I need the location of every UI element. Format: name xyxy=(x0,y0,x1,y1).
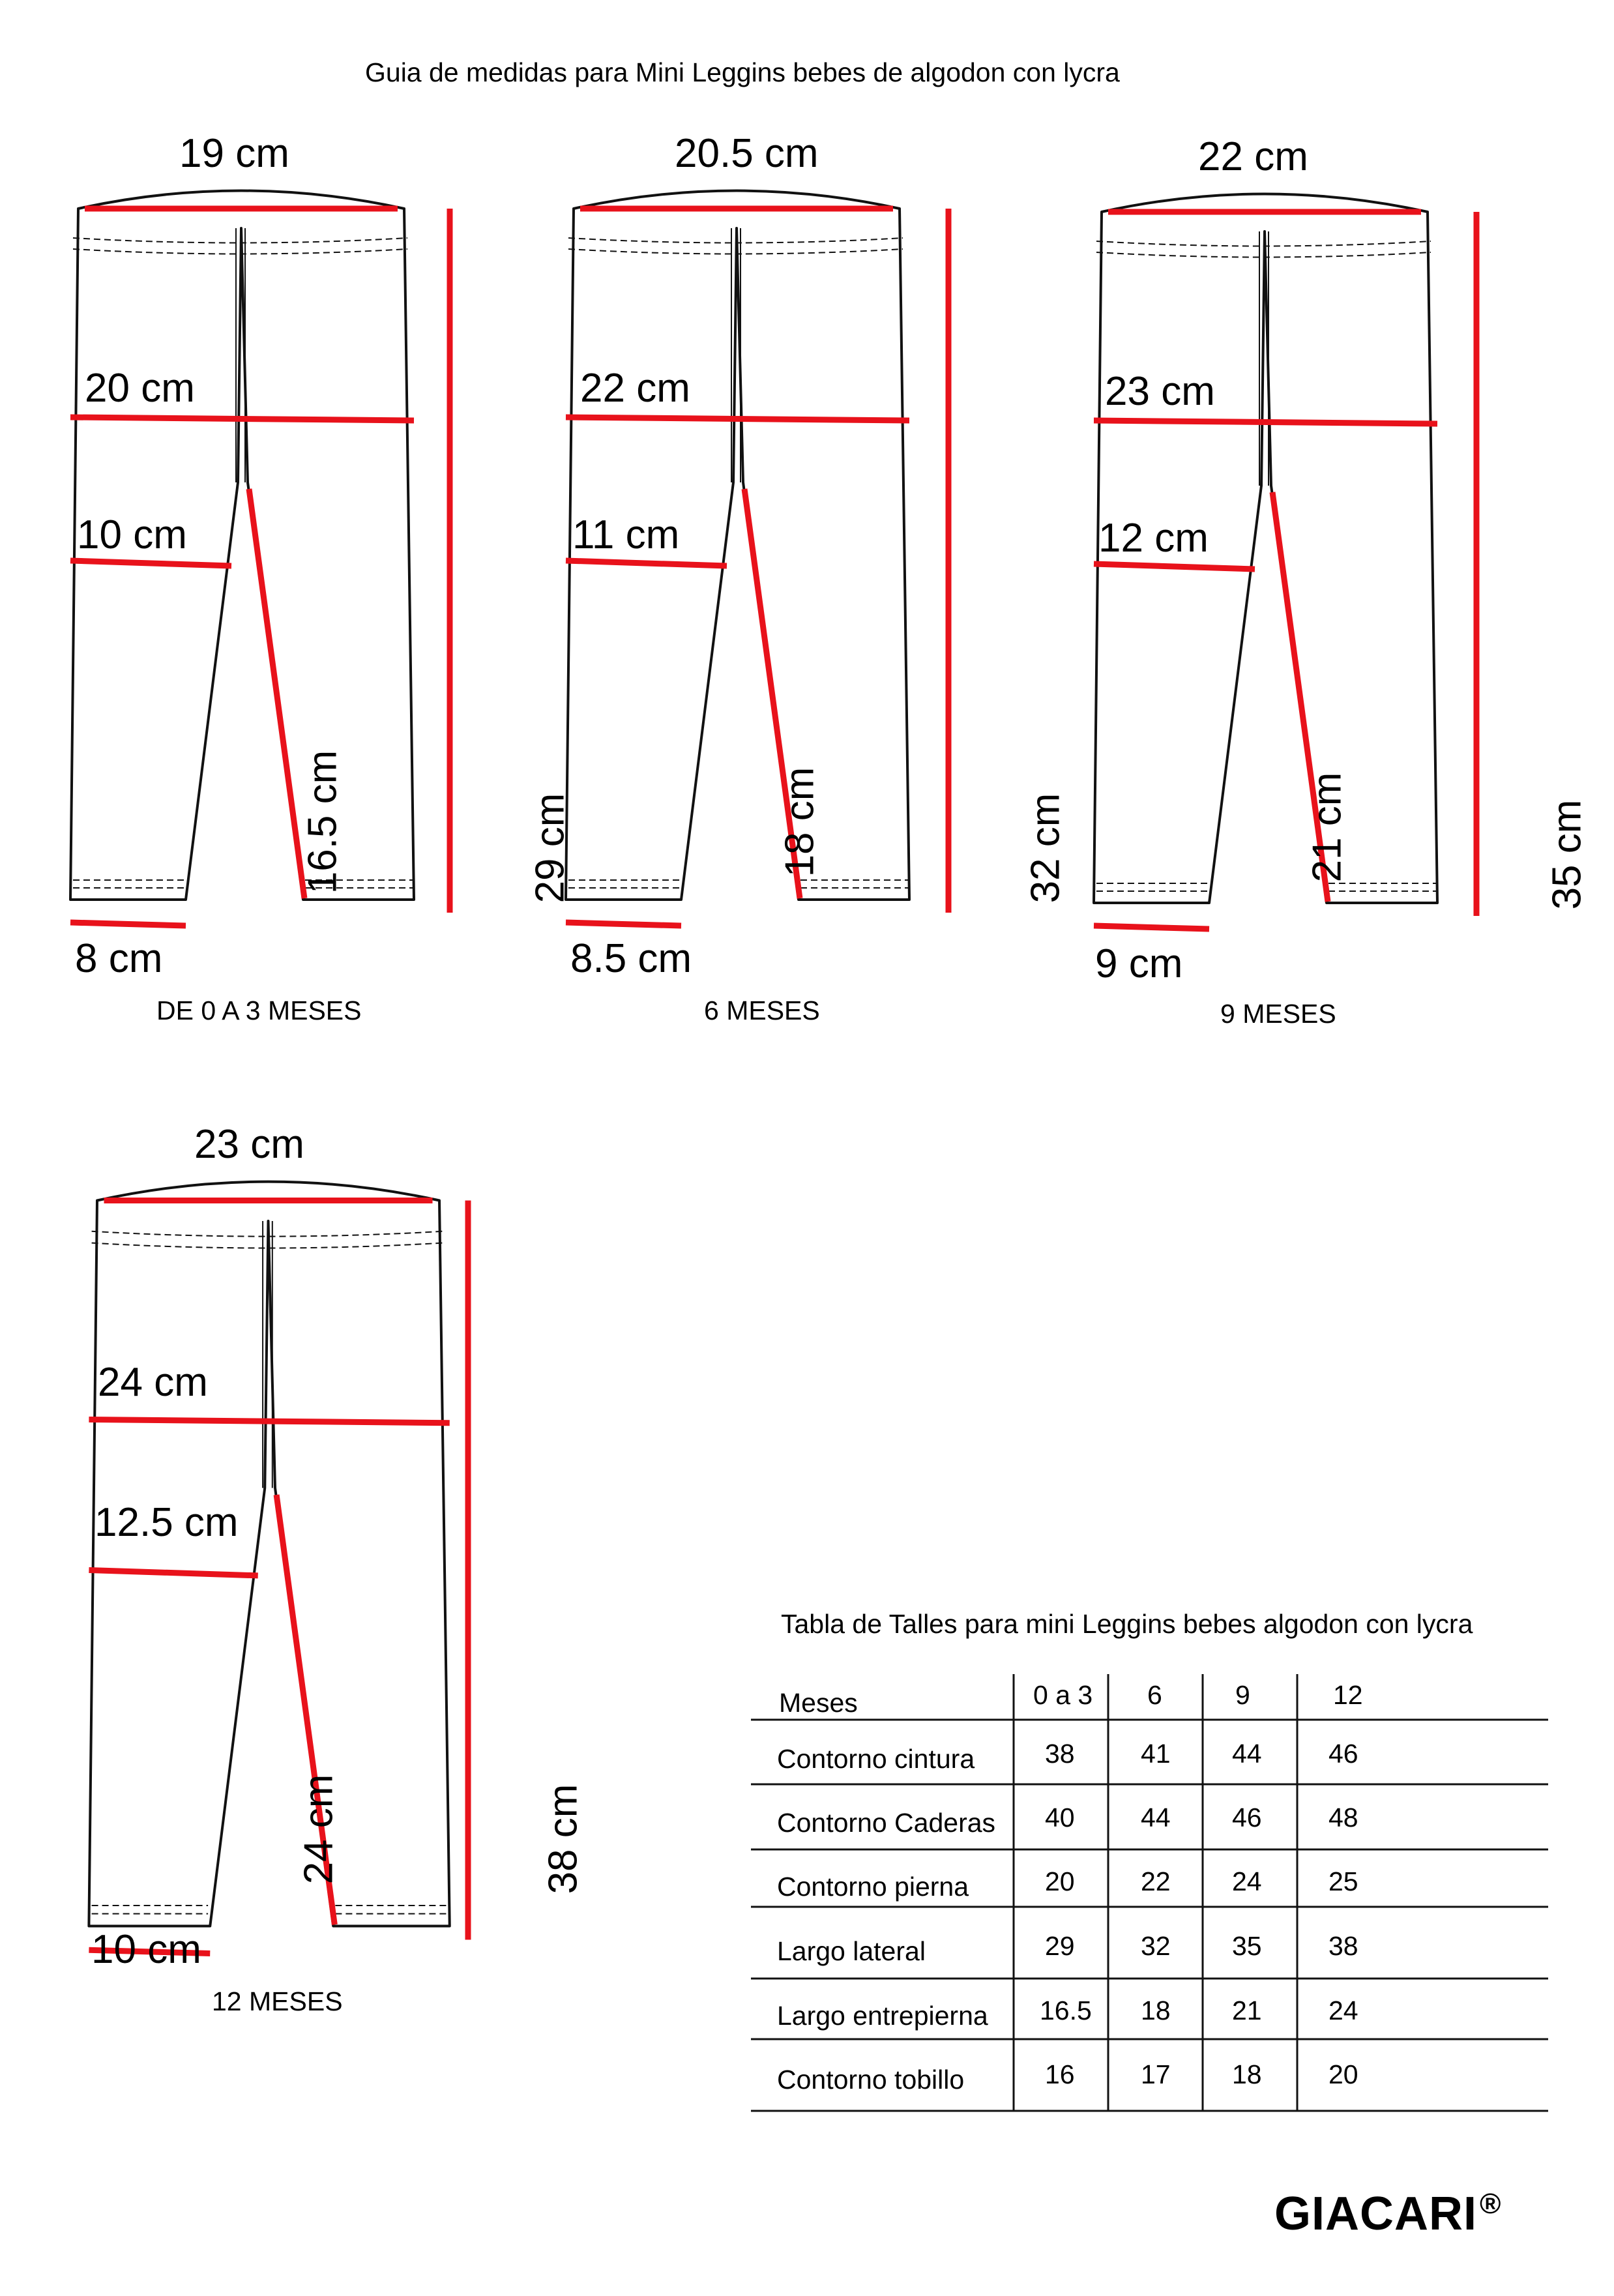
figure-3-side-label: 35 cm xyxy=(1544,799,1590,910)
table-cell: 35 xyxy=(1232,1931,1262,1961)
figure-3-inseam-label: 21 cm xyxy=(1304,772,1350,883)
table-row-label: Contorno tobillo xyxy=(777,2065,965,2095)
registered-mark: ® xyxy=(1480,2188,1502,2220)
table-cell: 38 xyxy=(1328,1931,1358,1961)
table-cell: 21 xyxy=(1232,1995,1262,2025)
table-cell: 20 xyxy=(1328,2059,1358,2089)
table-cell: 29 xyxy=(1045,1931,1075,1961)
page-title: Guia de medidas para Mini Leggins bebes de algodon con lycra xyxy=(365,57,1120,87)
table-cell: 16.5 xyxy=(1040,1995,1092,2025)
table-cell: 44 xyxy=(1232,1739,1262,1769)
table-row-label: Contorno cintura xyxy=(777,1744,975,1774)
figure-1-waist-label: 19 cm xyxy=(179,131,289,176)
table-cell: 20 xyxy=(1045,1866,1075,1896)
figure-1-caption: DE 0 A 3 MESES xyxy=(156,995,362,1025)
brand-name: GIACARI xyxy=(1274,2188,1477,2240)
table-cell: 48 xyxy=(1328,1803,1358,1832)
table-cell: 18 xyxy=(1141,1995,1171,2025)
table-cell: 38 xyxy=(1045,1739,1075,1769)
figure-4-waist-label: 23 cm xyxy=(194,1122,304,1167)
figure-2-hip-label: 22 cm xyxy=(580,366,690,411)
figure-3-leg-label: 12 cm xyxy=(1098,516,1209,561)
table-cell: 41 xyxy=(1141,1739,1171,1769)
table-cell: 16 xyxy=(1045,2059,1075,2089)
table-header-cell: Meses xyxy=(779,1688,858,1718)
table-cell: 40 xyxy=(1045,1803,1075,1832)
table-row-label: Largo entrepierna xyxy=(777,2001,988,2031)
figure-1-ankle-label: 8 cm xyxy=(75,936,163,981)
figure-4-hip-label: 24 cm xyxy=(98,1360,208,1405)
figure-3-waist-label: 22 cm xyxy=(1198,134,1308,179)
table-cell: 24 xyxy=(1328,1995,1358,2025)
table-cell: 44 xyxy=(1141,1803,1171,1832)
figure-1-side-label: 29 cm xyxy=(527,793,573,904)
figure-1-hip-label: 20 cm xyxy=(85,366,195,411)
table-cell: 24 xyxy=(1232,1866,1262,1896)
figure-1-leg-label: 10 cm xyxy=(77,512,187,557)
figure-4-side-label: 38 cm xyxy=(540,1784,586,1894)
brand-logo xyxy=(1274,2187,1501,2241)
figure-3-hip-label: 23 cm xyxy=(1105,369,1215,414)
figure-4-leg-label: 12.5 cm xyxy=(95,1500,239,1545)
table-header-cell: 12 xyxy=(1333,1680,1363,1710)
table-header-cell: 0 a 3 xyxy=(1033,1680,1093,1710)
figure-4-caption: 12 MESES xyxy=(212,1986,343,2016)
table-cell: 32 xyxy=(1141,1931,1171,1961)
table-cell: 22 xyxy=(1141,1866,1171,1896)
table-cell: 18 xyxy=(1232,2059,1262,2089)
figure-3-caption: 9 MESES xyxy=(1220,999,1336,1029)
figure-3-ankle-label: 9 cm xyxy=(1095,941,1183,986)
table-row-label: Contorno pierna xyxy=(777,1872,969,1902)
table-cell: 46 xyxy=(1328,1739,1358,1769)
table-cell: 17 xyxy=(1141,2059,1171,2089)
table-row-label: Contorno Caderas xyxy=(777,1808,996,1838)
table-row-label: Largo lateral xyxy=(777,1936,926,1966)
figure-2-caption: 6 MESES xyxy=(704,995,820,1025)
figure-2-inseam-label: 18 cm xyxy=(777,767,823,877)
size-table-title: Tabla de Talles para mini Leggins bebes algodon con lycra xyxy=(781,1609,1473,1639)
figure-2-waist-label: 20.5 cm xyxy=(675,131,819,176)
table-header-cell: 9 xyxy=(1235,1680,1250,1710)
table-header-cell: 6 xyxy=(1147,1680,1162,1710)
figure-2-side-label: 32 cm xyxy=(1023,793,1068,904)
table-cell: 25 xyxy=(1328,1866,1358,1896)
figure-4-inseam-label: 24 cm xyxy=(296,1774,342,1885)
figure-2-leg-label: 11 cm xyxy=(572,512,680,557)
figure-1-inseam-label: 16.5 cm xyxy=(300,750,345,894)
figure-4-ankle-label: 10 cm xyxy=(91,1927,201,1972)
figure-2-ankle-label: 8.5 cm xyxy=(570,936,692,981)
table-cell: 46 xyxy=(1232,1803,1262,1832)
